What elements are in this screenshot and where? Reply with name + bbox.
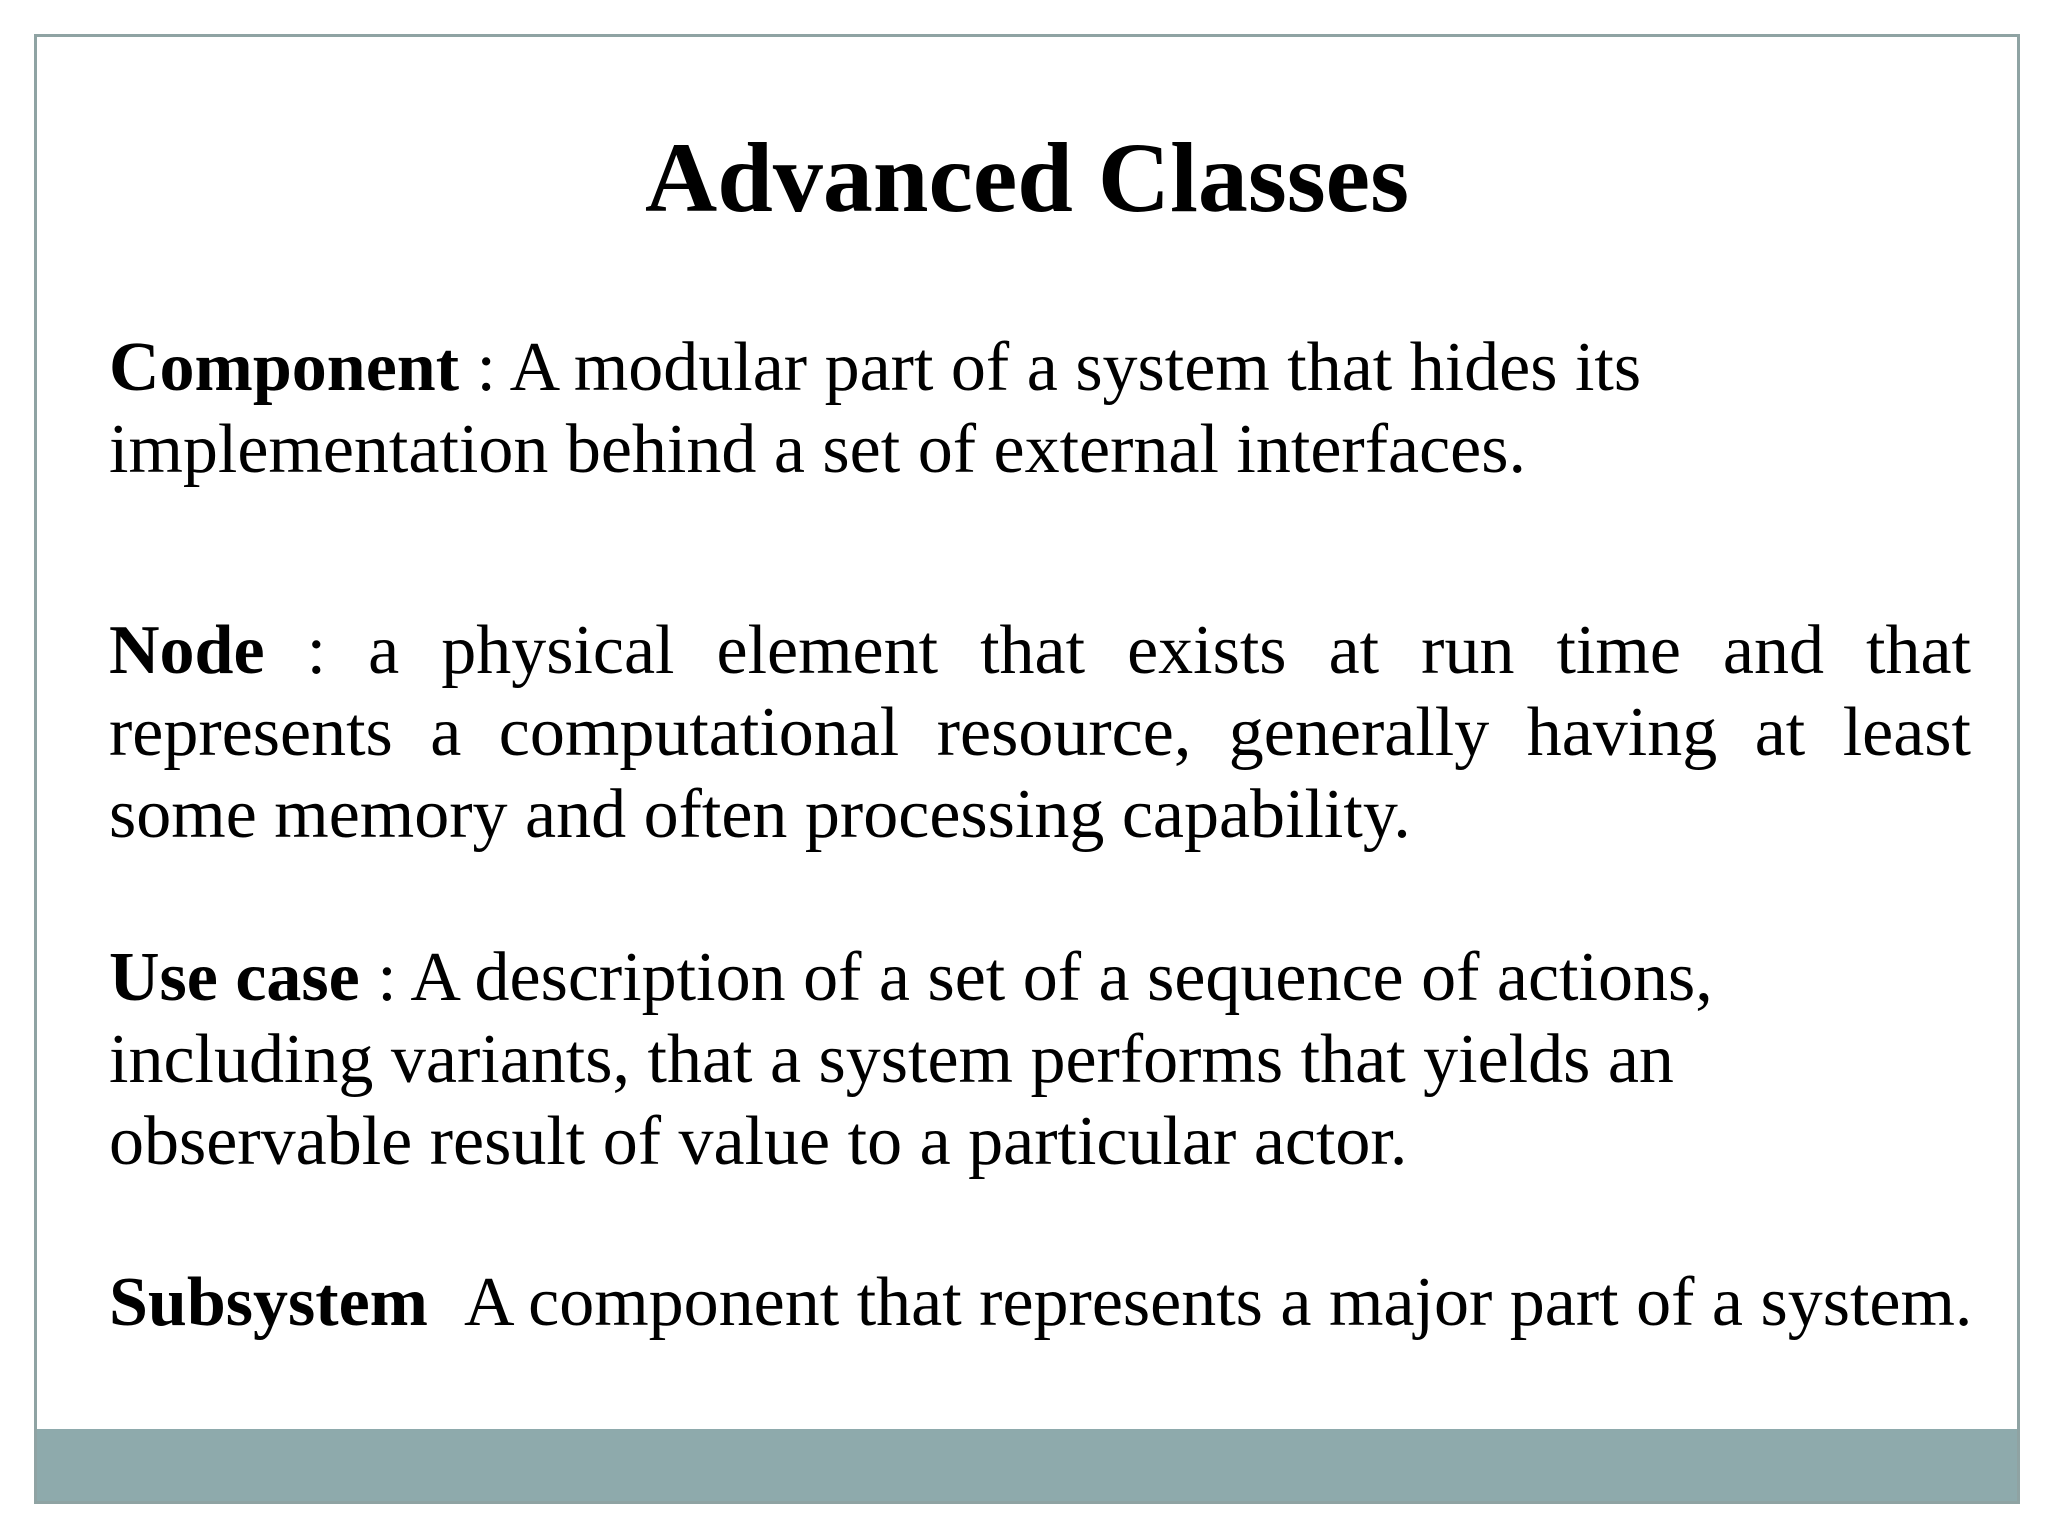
footer-bar <box>37 1429 2017 1501</box>
definition-subsystem <box>109 1262 1979 1344</box>
definition-text: A component that represents a major part of a system. <box>463 1264 1973 1341</box>
definition-term: Use case <box>109 939 360 1016</box>
definition-separator: : <box>264 612 369 689</box>
definition-text: a physical element that exists at run time and that represents a computational resource, generally having at least some memory and often processing capability. <box>109 612 1972 853</box>
definition-component <box>109 327 1979 491</box>
definition-text: A modular part of a system that hides its implementation behind a set of external interfaces. <box>109 329 1642 488</box>
definition-node <box>109 610 1971 856</box>
definition-term: Subsystem <box>109 1264 428 1341</box>
definition-separator: : <box>459 329 510 406</box>
definition-term: Node <box>109 612 265 689</box>
definition-use-case <box>109 937 1979 1183</box>
slide-title: Advanced Classes <box>645 122 1409 233</box>
slide <box>34 34 2020 1504</box>
definition-term: Component <box>109 329 460 406</box>
definition-separator: : <box>359 939 411 1016</box>
definition-text: A description of a set of a sequence of actions, including variants, that a system performs that yields an observable result of value to a particular actor. <box>109 939 1713 1180</box>
